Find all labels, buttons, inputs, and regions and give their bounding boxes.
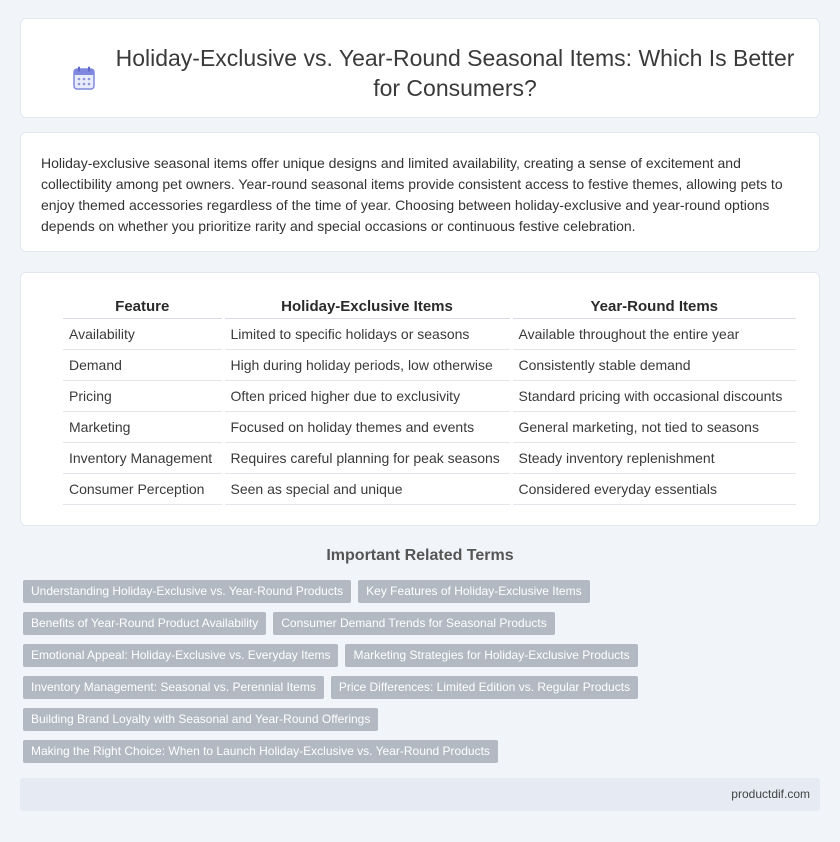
table-row bbox=[63, 442, 796, 473]
table-header-row bbox=[63, 296, 796, 318]
table-row bbox=[63, 473, 796, 504]
tag-row bbox=[23, 676, 823, 699]
tag-row bbox=[23, 612, 823, 635]
table-cell-feature: Demand bbox=[63, 349, 223, 380]
related-term-link[interactable]: Inventory Management: Seasonal vs. Perennial Items bbox=[23, 676, 324, 699]
table-cell-yearround: Steady inventory replenishment bbox=[511, 442, 796, 473]
table-cell-yearround: Available throughout the entire year bbox=[511, 318, 796, 349]
table-cell-yearround: Considered everyday essentials bbox=[511, 473, 796, 504]
comparison-table bbox=[63, 296, 796, 505]
page-title: Holiday-Exclusive vs. Year-Round Seasonal Items: Which Is Better for Consumers? bbox=[115, 45, 795, 101]
table-cell-yearround: General marketing, not tied to seasons bbox=[511, 411, 796, 442]
table-cell-holiday: Limited to specific holidays or seasons bbox=[223, 318, 511, 349]
table-cell-yearround: Consistently stable demand bbox=[511, 349, 796, 380]
table-cell-feature: Marketing bbox=[63, 411, 223, 442]
table-header-yearround: Year-Round Items bbox=[511, 296, 796, 318]
related-term-link[interactable]: Building Brand Loyalty with Seasonal and Year-Round Offerings bbox=[23, 708, 378, 731]
table-cell-feature: Availability bbox=[63, 318, 223, 349]
related-term-link[interactable]: Understanding Holiday-Exclusive vs. Year-Round Products bbox=[23, 580, 351, 603]
table-cell-holiday: Requires careful planning for peak seasons bbox=[223, 442, 511, 473]
tag-row bbox=[23, 740, 823, 763]
related-terms-heading: Important Related Terms bbox=[326, 547, 514, 564]
related-term-link[interactable]: Benefits of Year-Round Product Availability bbox=[23, 612, 266, 635]
table-cell-holiday: Often priced higher due to exclusivity bbox=[223, 380, 511, 411]
related-term-link[interactable]: Making the Right Choice: When to Launch Holiday-Exclusive vs. Year-Round Products bbox=[23, 740, 498, 763]
table-cell-holiday: Seen as special and unique bbox=[223, 473, 511, 504]
tag-row bbox=[23, 708, 823, 731]
intro-card bbox=[20, 132, 820, 252]
table-row bbox=[63, 318, 796, 349]
tag-row bbox=[23, 580, 823, 603]
table-cell-holiday: Focused on holiday themes and events bbox=[223, 411, 511, 442]
footer-bar bbox=[20, 778, 820, 811]
related-terms-list bbox=[23, 580, 823, 772]
title-card bbox=[20, 18, 820, 118]
table-row bbox=[63, 411, 796, 442]
footer-source: productdif.com bbox=[731, 787, 810, 801]
comparison-card bbox=[20, 272, 820, 526]
table-cell-feature: Consumer Perception bbox=[63, 473, 223, 504]
related-term-link[interactable]: Marketing Strategies for Holiday-Exclusive Products bbox=[345, 644, 637, 667]
table-row bbox=[63, 380, 796, 411]
table-cell-yearround: Standard pricing with occasional discounts bbox=[511, 380, 796, 411]
related-term-link[interactable]: Emotional Appeal: Holiday-Exclusive vs. Everyday Items bbox=[23, 644, 338, 667]
table-cell-feature: Pricing bbox=[63, 380, 223, 411]
table-header-feature: Feature bbox=[63, 296, 223, 318]
table-header-holiday: Holiday-Exclusive Items bbox=[223, 296, 511, 318]
table-row bbox=[63, 349, 796, 380]
calendar-icon bbox=[73, 66, 95, 90]
related-term-link[interactable]: Consumer Demand Trends for Seasonal Products bbox=[273, 612, 554, 635]
tag-row bbox=[23, 644, 823, 667]
table-cell-feature: Inventory Management bbox=[63, 442, 223, 473]
related-term-link[interactable]: Price Differences: Limited Edition vs. Regular Products bbox=[331, 676, 638, 699]
intro-paragraph: Holiday-exclusive seasonal items offer unique designs and limited availability, creating a sense of excitement and collectibility among pet owners. Year-round seasonal items provide consistent access to festive themes, allowing pets to enjoy themed accessories regardless of the time of year. Choosing between holiday-exclusive and year-round options depends on whether you prioritize rarity and special occasions or continuous festive celebration. bbox=[41, 155, 783, 234]
table-cell-holiday: High during holiday periods, low otherwise bbox=[223, 349, 511, 380]
related-term-link[interactable]: Key Features of Holiday-Exclusive Items bbox=[358, 580, 589, 603]
